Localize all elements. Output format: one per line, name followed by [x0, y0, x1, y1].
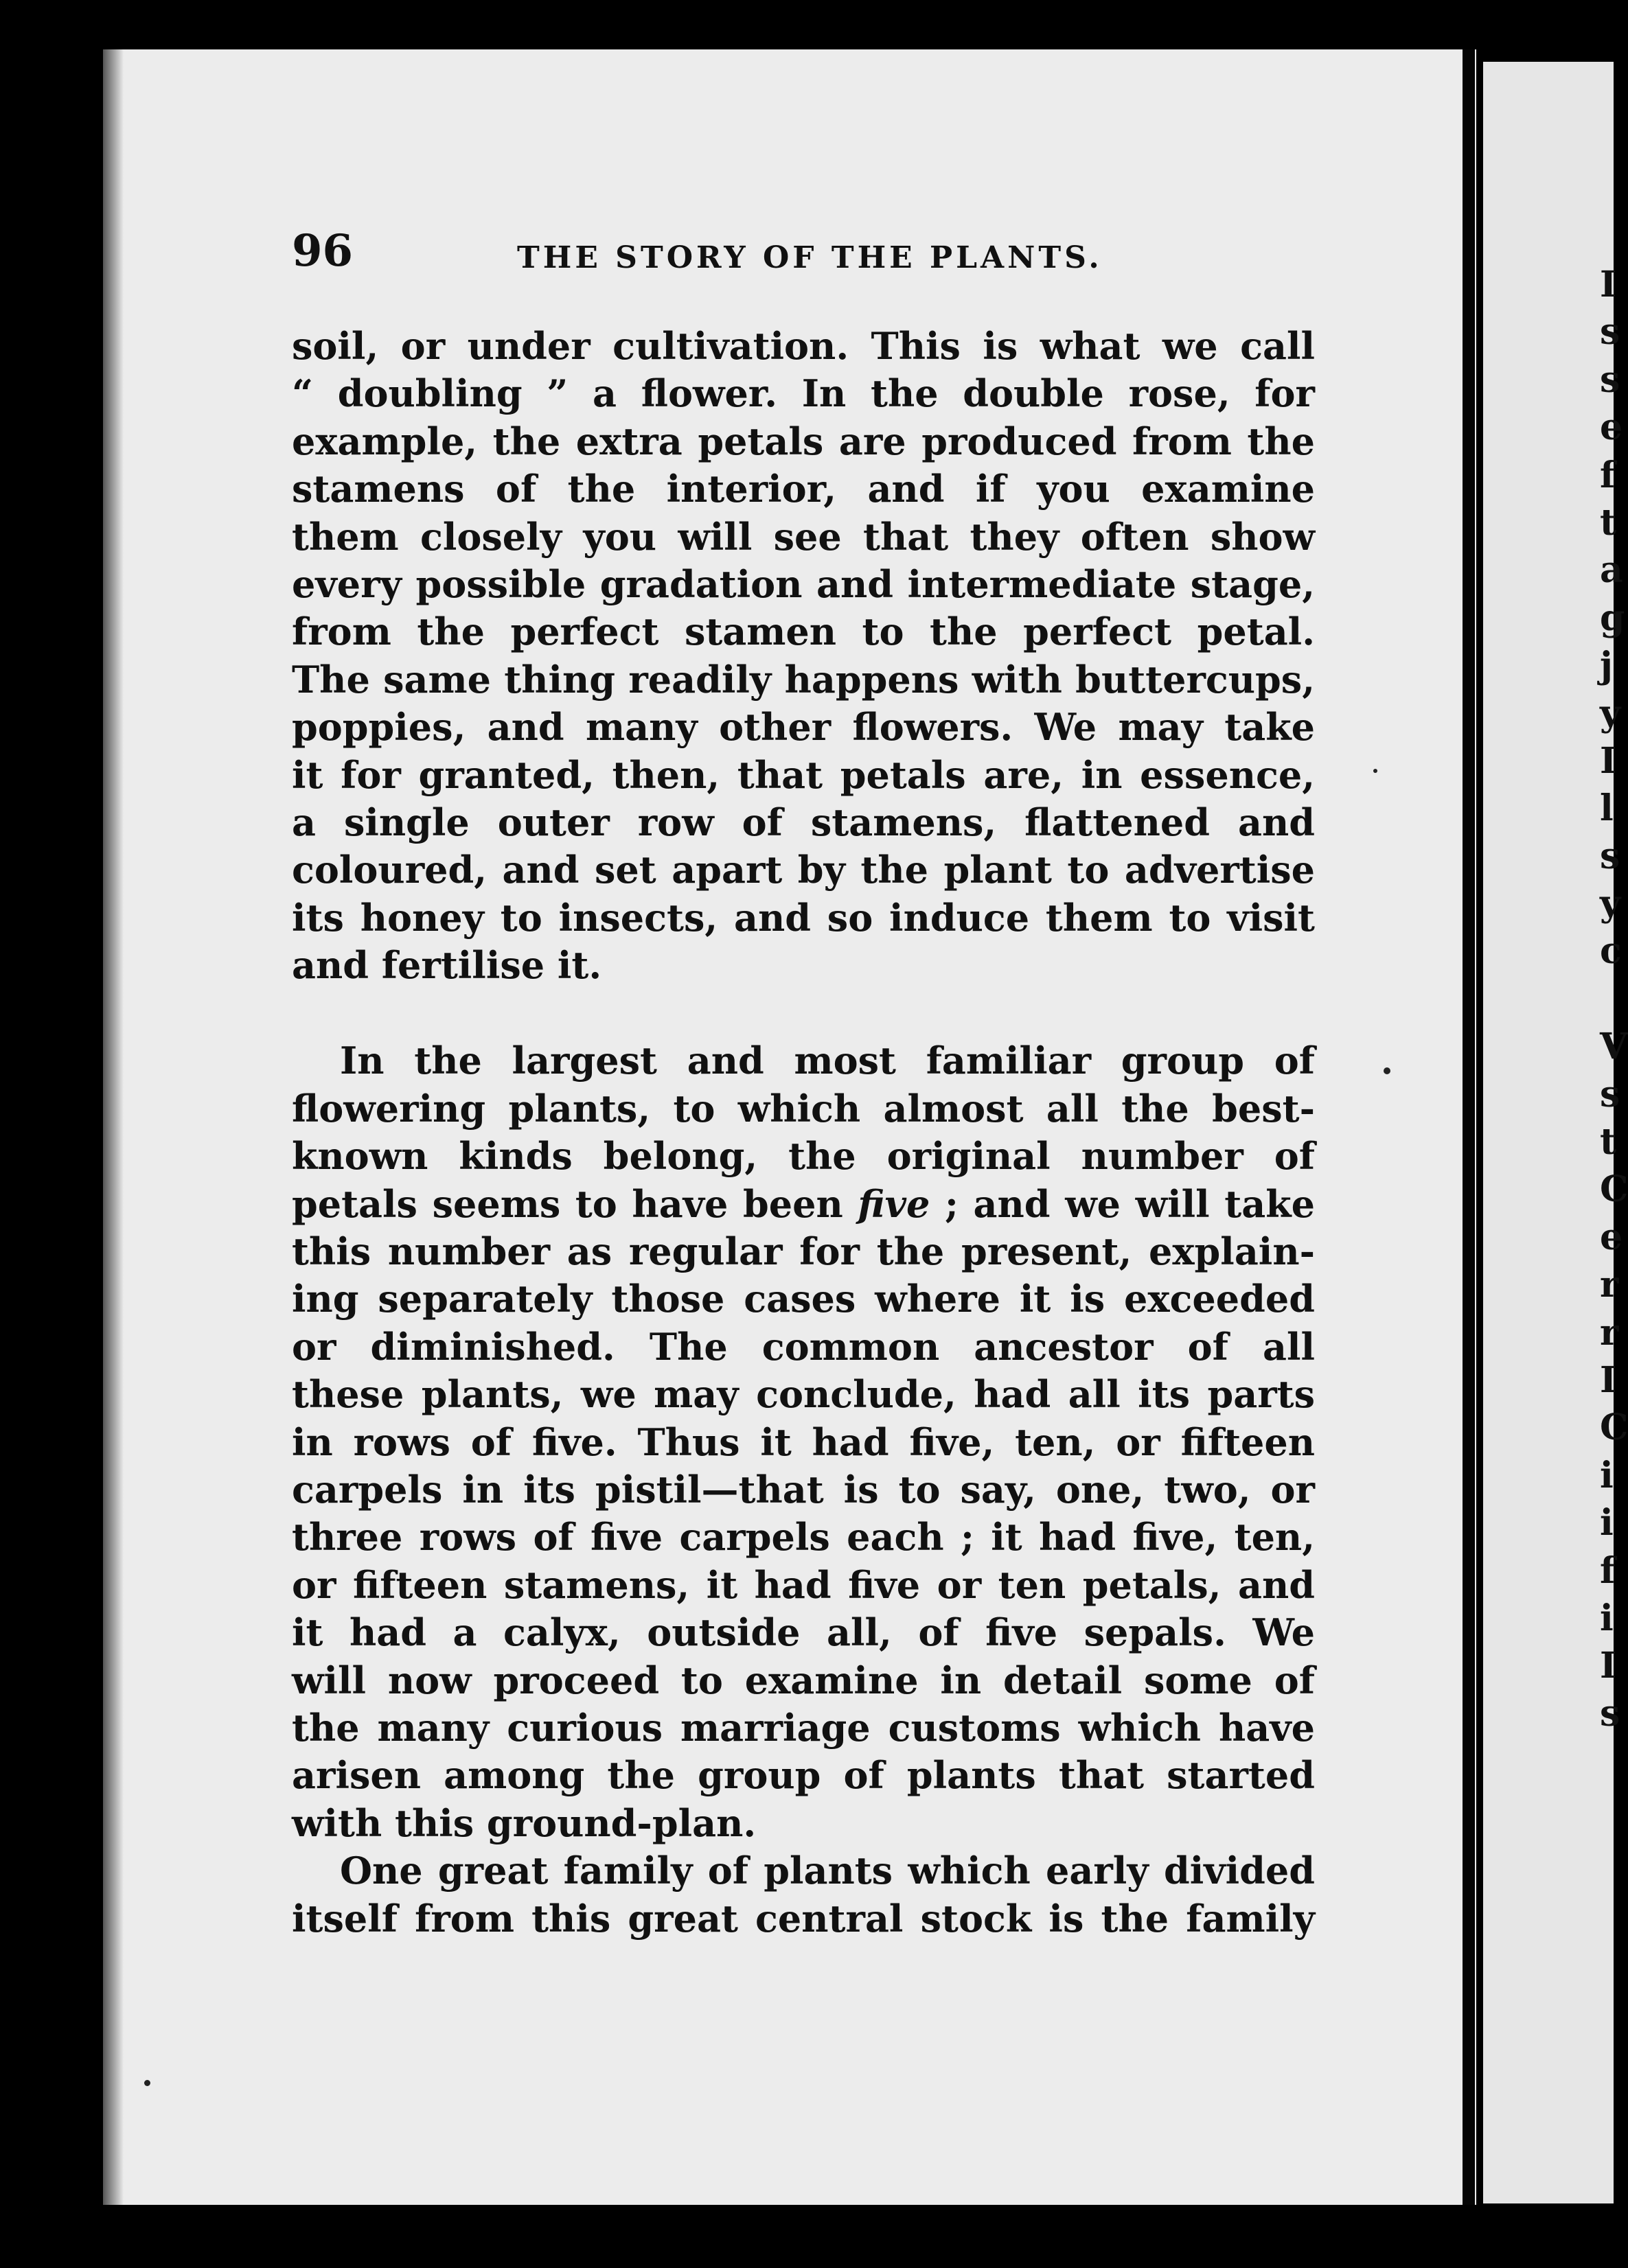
facing-page-letter: I [1600, 1645, 1617, 1687]
facing-page-letter: l [1600, 787, 1614, 830]
facing-page-letter: s [1600, 1073, 1620, 1115]
paragraph [292, 323, 1315, 989]
facing-page-letter: s [1600, 835, 1620, 877]
text-line: these plants, we may conclude, had all its parts [292, 1372, 1315, 1417]
text-line: will now proceed to examine in detail some of [292, 1658, 1315, 1702]
facing-page-letter: I [1600, 264, 1617, 305]
text-line: stamens of the interior, and if you examine [292, 467, 1315, 511]
facing-page-letter: i [1600, 1454, 1614, 1496]
book-gutter [1463, 49, 1475, 2205]
text-line: known kinds belong, the original number of [292, 1134, 1315, 1179]
text-line: every possible gradation and intermediate stage, [292, 562, 1315, 606]
text-line: petals seems to have been five ; and we will take [292, 1181, 1315, 1226]
text-line: soil, or under cultivation. This is what we call [292, 324, 1315, 368]
text-line: a single outer row of stamens, flattened and [292, 800, 1315, 844]
running-head: THE STORY OF THE PLANTS. [517, 240, 1103, 275]
text-line: poppies, and many other flowers. We may take [292, 705, 1315, 750]
text-line: coloured, and set apart by the plant to advertise [292, 848, 1315, 892]
text-line: its honey to insects, and so induce them to visit [292, 895, 1315, 940]
ink-speck [144, 2080, 150, 2086]
facing-page-letter: e [1600, 406, 1623, 449]
text-line: The same thing readily happens with buttercups, [292, 657, 1315, 702]
text-line: or fifteen stamens, it had five or ten petals, and [292, 1562, 1315, 1607]
text-line: One great family of plants which early divided [340, 1849, 1315, 1893]
text-line: this number as regular for the present, explain- [292, 1229, 1315, 1274]
facing-page-letter: t [1600, 501, 1617, 544]
ink-speck [1384, 1067, 1390, 1074]
text-line: and fertilise it. [292, 943, 602, 988]
text-line: arisen among the group of plants that started [292, 1753, 1315, 1798]
body-text [292, 323, 1315, 1943]
text-line: ing separately those cases where it is exceeded [292, 1277, 1315, 1321]
facing-page-letter: r [1600, 1264, 1619, 1306]
facing-page-letter: y [1600, 883, 1621, 925]
page-number: 96 [292, 225, 354, 277]
facing-page-letter: s [1600, 358, 1620, 401]
text-line: itself from this great central stock is the family [292, 1896, 1315, 1941]
facing-page-letter: s [1600, 1692, 1620, 1735]
facing-page-letter: y [1600, 692, 1621, 734]
text-line: in rows of five. Thus it had five, ten, or fifteen [292, 1420, 1315, 1464]
facing-page-letter: C [1600, 1407, 1628, 1449]
facing-page-letter: r [1600, 1311, 1619, 1354]
facing-page-letter: V [1600, 1026, 1628, 1068]
text-line: it for granted, then, that petals are, in essence, [292, 752, 1315, 797]
facing-page-letter: i [1600, 1597, 1614, 1639]
facing-page-edge [1483, 62, 1614, 2203]
ink-speck [1373, 769, 1377, 773]
facing-page-letter: j [1600, 645, 1613, 687]
page-edge-shadow [103, 49, 124, 2205]
text-line: the many curious marriage customs which have [292, 1705, 1315, 1750]
text-line: carpels in its pistil—that is to say, one, two, or [292, 1467, 1315, 1512]
text-line: them closely you will see that they often show [292, 514, 1315, 559]
facing-page-letter: f [1600, 454, 1616, 496]
text-line: flowering plants, to which almost all the best- [292, 1086, 1315, 1131]
facing-page-letter: c [1600, 930, 1622, 973]
facing-page-letter: e [1600, 1216, 1623, 1258]
facing-page-letter: t [1600, 1121, 1617, 1164]
text-line: example, the extra petals are produced from the [292, 419, 1315, 463]
text-line: with this ground-plan. [292, 1801, 757, 1845]
facing-page-letter: s [1600, 311, 1620, 354]
text-line: three rows of five carpels each ; it had five, ten, [292, 1515, 1315, 1560]
paragraph [292, 1847, 1315, 1943]
text-line: or diminished. The common ancestor of all [292, 1324, 1315, 1369]
paragraph [292, 1037, 1315, 1847]
facing-page-letter [1600, 975, 1627, 1023]
facing-page-letter: C [1600, 1168, 1628, 1211]
text-line: In the largest and most familiar group of [340, 1039, 1315, 1083]
facing-page-letter: i [1600, 1502, 1614, 1544]
facing-page-letter: f [1600, 1549, 1616, 1592]
text-line: it had a calyx, outside all, of five sepals. We [292, 1610, 1315, 1655]
facing-page-letter: a [1600, 549, 1623, 592]
facing-page-letters [1600, 261, 1627, 1737]
facing-page-letter: I [1600, 1358, 1617, 1401]
facing-page-letter: I [1600, 739, 1617, 782]
text-line: “ doubling ” a flower. In the double rose, for [292, 371, 1315, 416]
text-line: from the perfect stamen to the perfect petal. [292, 610, 1315, 654]
page-header [292, 225, 1315, 280]
facing-page-letter: g [1600, 597, 1625, 639]
